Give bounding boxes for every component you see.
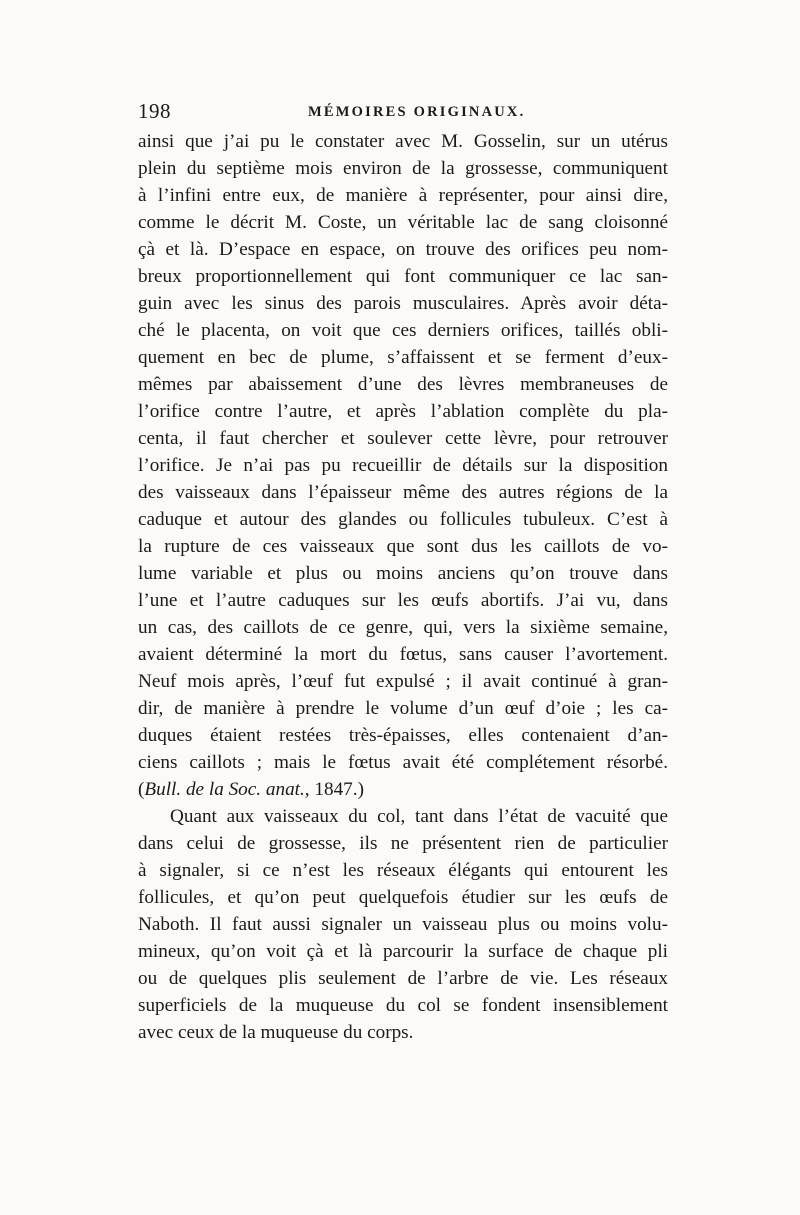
text-line: breux proportionnellement qui font communiquer ce lac san-: [138, 266, 668, 287]
text-line: lume variable et plus ou moins anciens qu’on trouve dans: [138, 563, 668, 584]
paragraph-1: [138, 128, 668, 803]
text-line: un cas, des caillots de ce genre, qui, vers la sixième semaine,: [138, 617, 668, 638]
text-line: plein du septième mois environ de la grossesse, communiquent: [138, 158, 668, 179]
reference-year: 1847.): [309, 779, 364, 800]
text-line: l’orifice contre l’autre, et après l’ablation complète du pla-: [138, 401, 668, 422]
body-text: [138, 128, 668, 1046]
text-line: duques étaient restées très-épaisses, elles contenaient d’an-: [138, 725, 668, 746]
text-line: centa, il faut chercher et soulever cette lèvre, pour retrouver: [138, 428, 668, 449]
text-line: Neuf mois après, l’œuf fut expulsé ; il avait continué à gran-: [138, 671, 668, 692]
text-line: à signaler, si ce n’est les réseaux élégants qui entourent les: [138, 860, 668, 881]
text-line: dir, de manière à prendre le volume d’un œuf d’oie ; les ca-: [138, 698, 668, 719]
text-line: ché le placenta, on voit que ces derniers orifices, taillés obli-: [138, 320, 668, 341]
text-line: comme le décrit M. Coste, un véritable lac de sang cloisonné: [138, 212, 668, 233]
text-line: quement en bec de plume, s’affaissent et se ferment d’eux-: [138, 347, 668, 368]
text-line: caduque et autour des glandes ou follicules tubuleux. C’est à: [138, 509, 668, 530]
text-line: ou de quelques plis seulement de l’arbre de vie. Les réseaux: [138, 968, 668, 989]
text-line: avaient déterminé la mort du fœtus, sans causer l’avortement.: [138, 644, 668, 665]
reference-open-paren: (: [138, 779, 145, 800]
text-line: avec ceux de la muqueuse du corps.: [138, 1022, 414, 1043]
text-line: mêmes par abaissement d’une des lèvres membraneuses de: [138, 374, 668, 395]
text-line: à l’infini entre eux, de manière à représenter, pour ainsi dire,: [138, 185, 668, 206]
book-page: [138, 98, 668, 1046]
text-line: dans celui de grossesse, ils ne présentent rien de particulier: [138, 833, 668, 854]
text-line: superficiels de la muqueuse du col se fondent insensiblement: [138, 995, 668, 1016]
bibliographic-reference: [138, 776, 668, 803]
text-line: çà et là. D’espace en espace, on trouve des orifices peu nom-: [138, 239, 668, 260]
text-line: des vaisseaux dans l’épaisseur même des autres régions de la: [138, 482, 668, 503]
text-line: guin avec les sinus des parois musculaires. Après avoir déta-: [138, 293, 668, 314]
text-line: l’une et l’autre caduques sur les œufs abortifs. J’ai vu, dans: [138, 590, 668, 611]
text-line: ciens caillots ; mais le fœtus avait été complétement résorbé.: [138, 752, 668, 773]
text-line: follicules, et qu’on peut quelquefois étudier sur les œufs de: [138, 887, 668, 908]
reference-journal: Bull. de la Soc. anat.,: [144, 779, 310, 800]
page-number: 198: [138, 99, 171, 123]
text-line: Quant aux vaisseaux du col, tant dans l’état de vacuité que: [170, 806, 668, 827]
text-line: l’orifice. Je n’ai pas pu recueillir de détails sur la disposition: [138, 455, 668, 476]
running-title: MÉMOIRES ORIGINAUX.: [308, 104, 526, 120]
page-header: [138, 98, 668, 128]
text-line: Naboth. Il faut aussi signaler un vaisseau plus ou moins volu-: [138, 914, 668, 935]
text-line: la rupture de ces vaisseaux que sont dus les caillots de vo-: [138, 536, 668, 557]
text-line: mineux, qu’on voit çà et là parcourir la surface de chaque pli: [138, 941, 668, 962]
paragraph-2: [138, 803, 668, 1046]
text-line: ainsi que j’ai pu le constater avec M. Gosselin, sur un utérus: [138, 131, 668, 152]
